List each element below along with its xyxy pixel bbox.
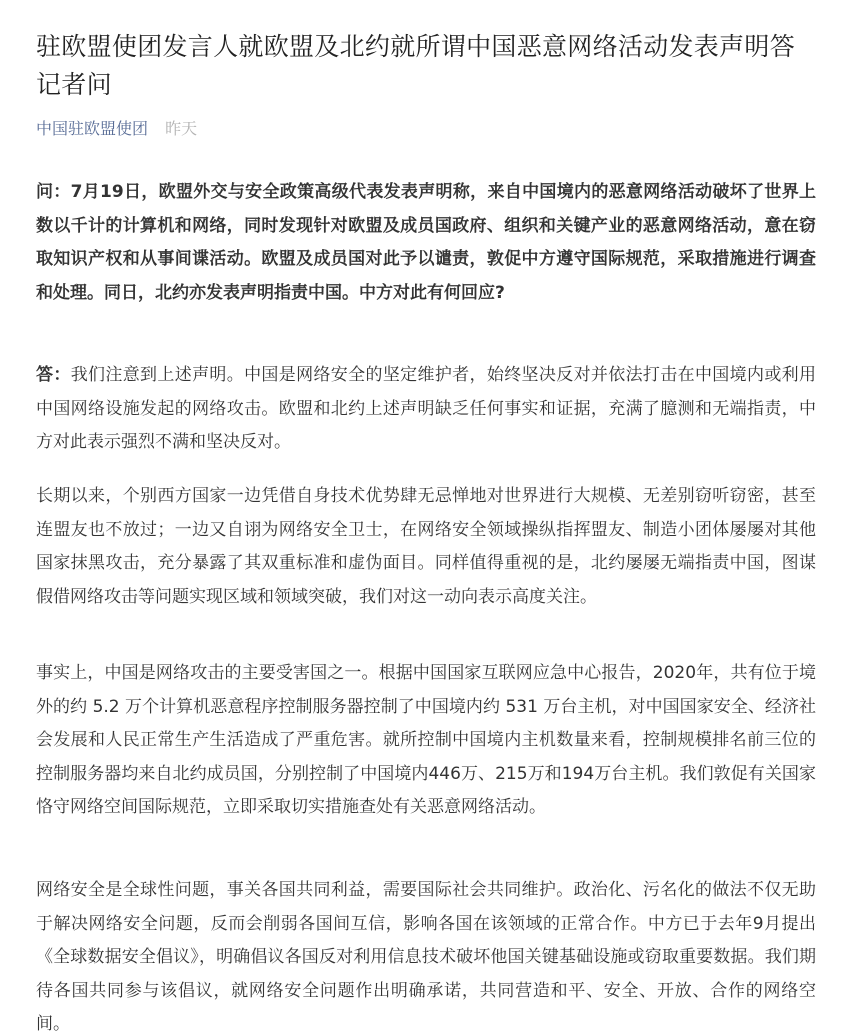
body-paragraph-2: 事实上，中国是网络攻击的主要受害国之一。根据中国国家互联网应急中心报告，2020年，共有位于境外的约 5.2 万个计算机恶意程序控制服务器控制了中国境内约 531 万台主机，对中国国家安全、经济社会发展和人民正常生产生活造成了严重危害。就所控制中国境内主机数量来看，控制规模排名前三位的控制服务器均来自北约成员国，分别控制了中国境内446万、215万和194万台主机。我们敦促有关国家恪守网络空间国际规范，立即采取切实措施查处有关恶意网络活动。 — [36, 663, 816, 817]
article-title: 驻欧盟使团发言人就欧盟及北约就所谓中国恶意网络活动发表声明答记者问 — [36, 32, 796, 99]
publish-date: 昨天 — [165, 119, 198, 138]
question-paragraph: 问：7月19日，欧盟外交与安全政策高级代表发表声明称，来自中国境内的恶意网络活动破坏了世界上数以千计的计算机和网络，同时发现针对欧盟及成员国政府、组织和关键产业的恶意网络活动，意在窃取知识产权和从事间谍活动。欧盟及成员国对此予以谴责，敦促中方遵守国际规范，采取措施进行调查和处理。同日，北约亦发表声明指责中国。中方对此有何回应? — [36, 182, 816, 303]
account-name-link[interactable]: 中国驻欧盟使团 — [36, 119, 149, 138]
answer-paragraph — [36, 359, 816, 460]
answer-label: 答： — [36, 365, 71, 385]
body-paragraph-1: 长期以来，个别西方国家一边凭借自身技术优势肆无忌惮地对世界进行大规模、无差别窃听窃密，甚至连盟友也不放过；一边又自诩为网络安全卫士，在网络安全领域操纵指挥盟友、制造小团体屡屡对其他国家抹黑攻击，充分暴露了其双重标准和虚伪面目。同样值得重视的是，北约屡屡无端指责中国，图谋假借网络攻击等问题实现区域和领域突破，我们对这一动向表示高度关注。 — [36, 486, 816, 607]
article-meta — [36, 117, 197, 141]
body-paragraph-3: 网络安全是全球性问题，事关各国共同利益，需要国际社会共同维护。政治化、污名化的做法不仅无助于解决网络安全问题，反而会削弱各国间互信，影响各国在该领域的正常合作。中方已于去年9月提出《全球数据安全倡议》，明确倡议各国反对利用信息技术破坏他国关键基础设施或窃取重要数据。我们期待各国共同参与该倡议，就网络安全问题作出明确承诺，共同营造和平、安全、开放、合作的网络空间。 — [36, 880, 816, 1033]
answer-text: 我们注意到上述声明。中国是网络安全的坚定维护者，始终坚决反对并依法打击在中国境内或利用中国网络设施发起的网络攻击。欧盟和北约上述声明缺乏任何事实和证据，充满了臆测和无端指责，中方对此表示强烈不满和坚决反对。 — [36, 365, 817, 452]
